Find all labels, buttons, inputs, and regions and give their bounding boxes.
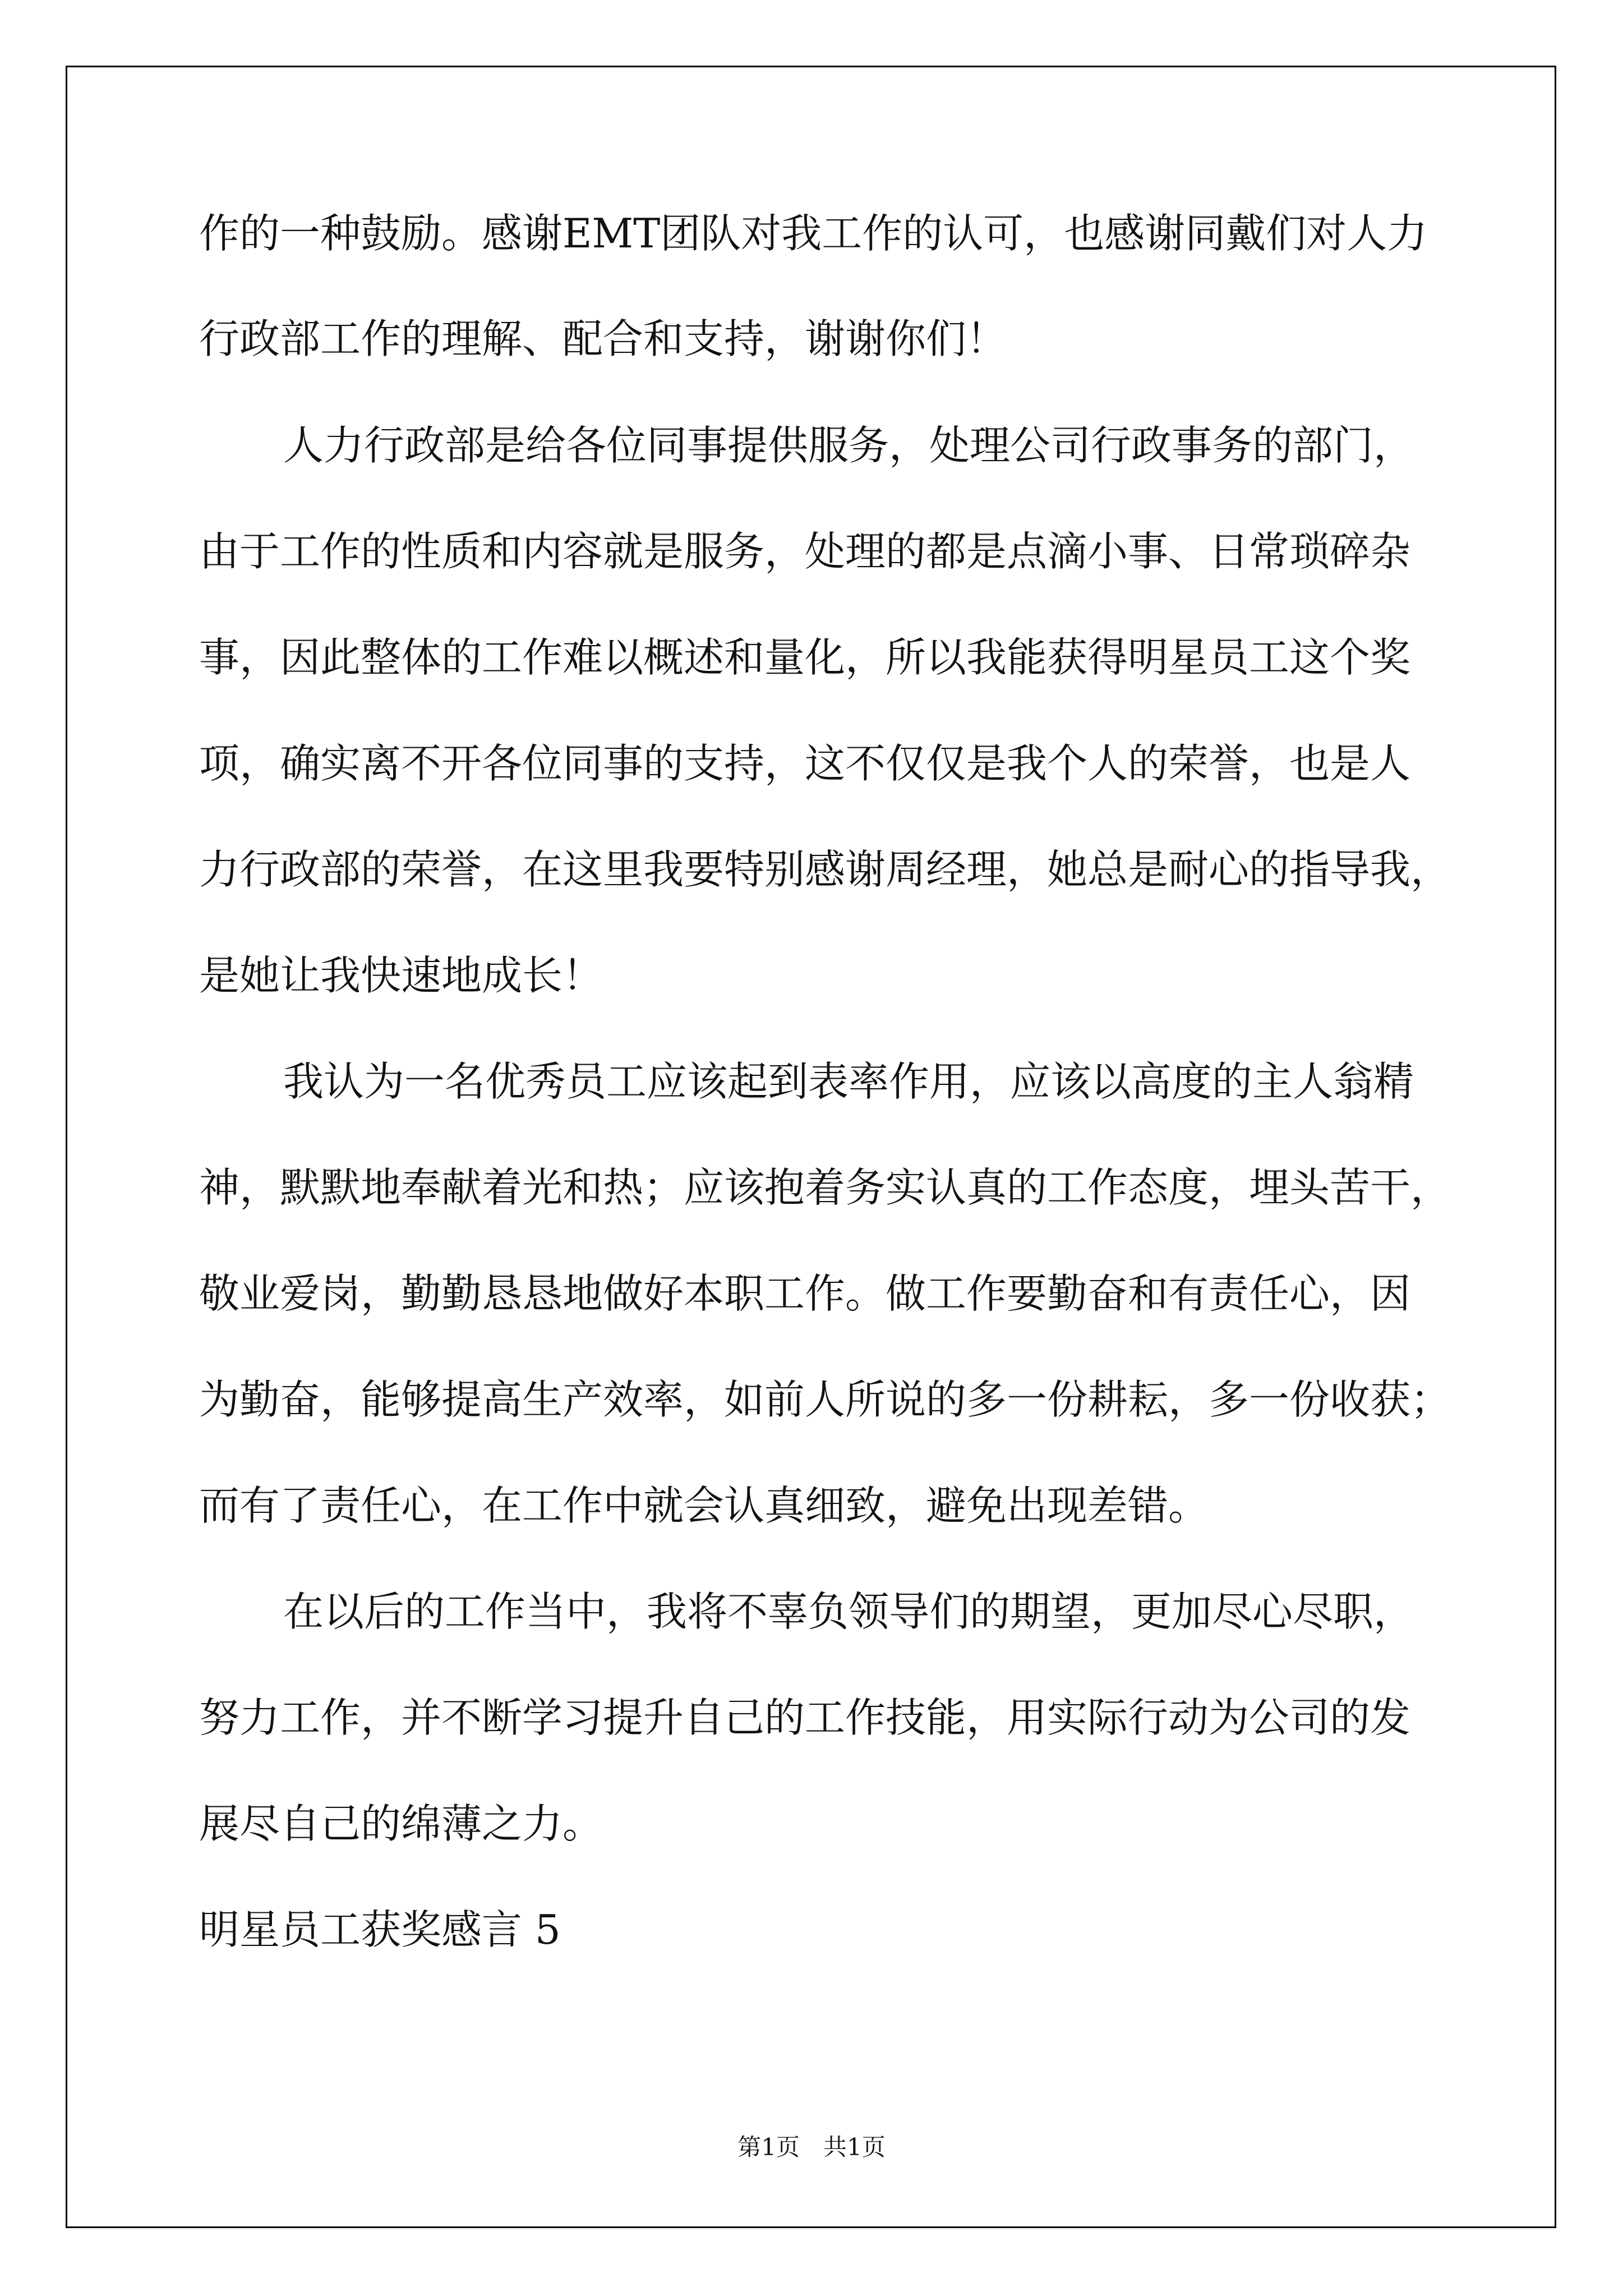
text-line: 行政部工作的理解、配合和支持，谢谢你们！: [199, 315, 1007, 362]
page-border: [66, 66, 1556, 2228]
text-line: 为勤奋，能够提高生产效率，如前人所说的多一份耕耘，多一份收获；: [199, 1376, 1451, 1423]
text-line: 神，默默地奉献着光和热；应该抱着务实认真的工作态度，埋头苦干，: [199, 1164, 1451, 1211]
paragraph-start-line: 我认为一名优秀员工应该起到表率作用，应该以高度的主人翁精: [283, 1058, 1414, 1105]
text-line: 项，确实离不开各位同事的支持，这不仅仅是我个人的荣誉，也是人: [199, 740, 1411, 787]
text-line: 力行政部的荣誉，在这里我要特别感谢周经理，她总是耐心的指导我，: [199, 846, 1451, 893]
text-line: 事，因此整体的工作难以概述和量化，所以我能获得明星员工这个奖: [199, 634, 1411, 681]
text-line: 而有了责任心，在工作中就会认真细致，避免出现差错。: [199, 1482, 1209, 1529]
text-line: 是她让我快速地成长！: [199, 952, 603, 999]
text-line: 展尽自己的绵薄之力。: [199, 1800, 603, 1847]
text-line: 作的一种鼓励。感谢EMT团队对我工作的认可，也感谢同戴们对人力: [199, 210, 1428, 257]
page-footer: 第1页 共1页: [737, 2133, 886, 2161]
paragraph-start-line: 人力行政部是给各位同事提供服务，处理公司行政事务的部门，: [283, 422, 1414, 469]
section-heading: 明星员工获奖感言 5: [199, 1906, 561, 1953]
paragraph-start-line: 在以后的工作当中，我将不辜负领导们的期望，更加尽心尽职，: [283, 1588, 1414, 1635]
text-line: 敬业爱岗，勤勤恳恳地做好本职工作。做工作要勤奋和有责任心，因: [199, 1270, 1411, 1317]
text-line: 由于工作的性质和内容就是服务，处理的都是点滴小事、日常琐碎杂: [199, 528, 1411, 575]
text-line: 努力工作，并不断学习提升自己的工作技能，用实际行动为公司的发: [199, 1694, 1411, 1741]
